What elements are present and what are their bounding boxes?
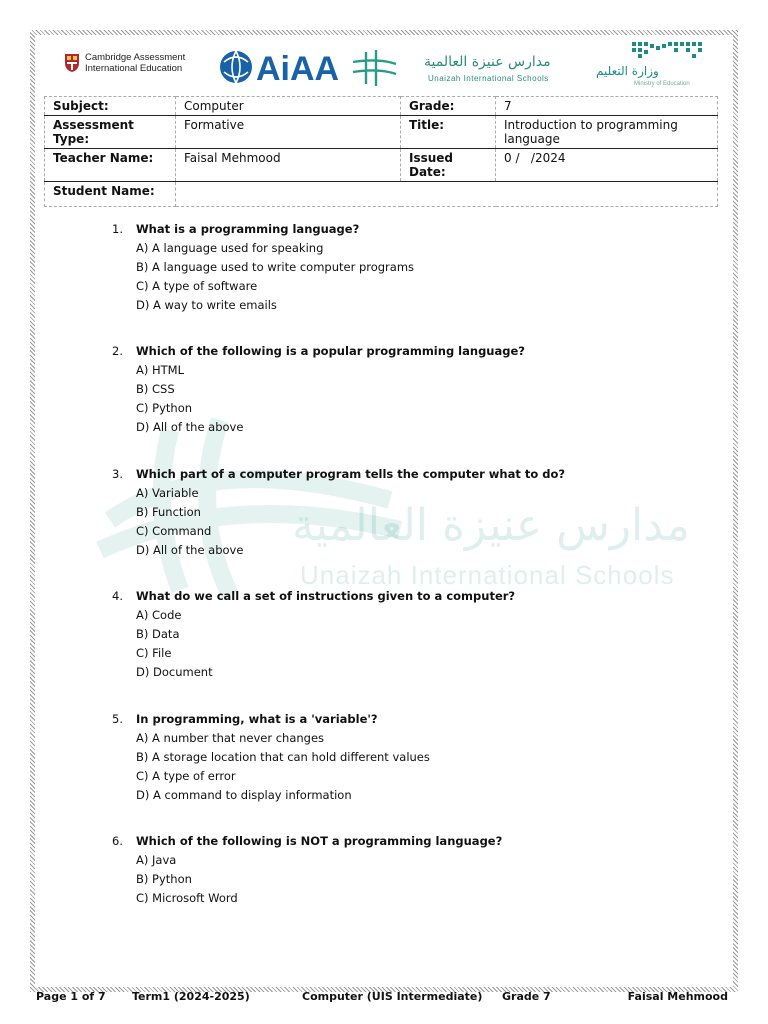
answer-option[interactable]: D) All of the above <box>136 420 244 434</box>
answer-option[interactable]: B) Python <box>136 872 192 886</box>
student-name-label: Student Name: <box>45 182 176 207</box>
uis-arabic-name: مدارس عنيزة العالمية <box>424 54 551 70</box>
question-2 <box>112 342 525 437</box>
cambridge-line1: Cambridge Assessment <box>85 52 186 63</box>
footer-grade: Grade 7 <box>502 990 551 1003</box>
page-footer <box>36 990 728 1008</box>
answer-option[interactable]: C) File <box>136 646 172 660</box>
title-value: Introduction to programming language <box>496 116 718 149</box>
answer-option[interactable]: A) Java <box>136 853 177 867</box>
answer-option[interactable]: C) A type of software <box>136 279 258 293</box>
footer-teacher: Faisal Mehmood <box>627 990 728 1003</box>
question-text: What is a programming language? <box>136 222 360 236</box>
assessment-info-table <box>44 96 718 207</box>
question-text: Which of the following is NOT a programming language? <box>136 834 503 848</box>
info-row-subject <box>45 97 718 116</box>
moe-arabic-name: وزارة التعليم <box>596 64 659 78</box>
cambridge-logo <box>64 52 185 74</box>
footer-term: Term1 (2024-2025) <box>132 990 250 1003</box>
question-5 <box>112 710 430 805</box>
answer-option[interactable]: C) Microsoft Word <box>136 891 238 905</box>
title-label: Title: <box>401 116 496 149</box>
assessment-type-label: Assessment Type: <box>45 116 176 149</box>
answer-option[interactable]: C) Command <box>136 524 212 538</box>
student-name-field[interactable] <box>176 182 718 207</box>
answer-option[interactable]: C) A type of error <box>136 769 236 783</box>
question-number: 1. <box>112 222 123 236</box>
answer-option[interactable]: D) A command to display information <box>136 788 352 802</box>
aiaa-logo <box>218 44 398 90</box>
question-text: What do we call a set of instructions given to a computer? <box>136 589 516 603</box>
question-number: 6. <box>112 834 123 848</box>
teacher-label: Teacher Name: <box>45 149 176 182</box>
answer-option[interactable]: B) A language used to write computer programs <box>136 260 415 274</box>
question-text: Which of the following is a popular programming language? <box>136 344 525 358</box>
question-number: 2. <box>112 344 123 358</box>
question-text: In programming, what is a 'variable'? <box>136 712 378 726</box>
watermark-english: Unaizah International Schools <box>300 560 675 590</box>
header <box>44 40 724 94</box>
question-3 <box>112 465 565 560</box>
answer-option[interactable]: B) CSS <box>136 382 175 396</box>
answer-option[interactable]: B) Data <box>136 627 180 641</box>
info-row-teacher <box>45 149 718 182</box>
moe-english-name: Ministry of Education <box>634 81 690 87</box>
uis-english-name: Unaizah International Schools <box>428 74 549 83</box>
teacher-value: Faisal Mehmood <box>176 149 401 182</box>
grade-label: Grade: <box>401 97 496 116</box>
answer-option[interactable]: D) Document <box>136 665 213 679</box>
answer-option[interactable]: B) Function <box>136 505 201 519</box>
info-row-assessment <box>45 116 718 149</box>
subject-label: Subject: <box>45 97 176 116</box>
info-row-student <box>45 182 718 207</box>
issued-date-value: 0 / /2024 <box>496 149 718 182</box>
answer-option[interactable]: D) All of the above <box>136 543 244 557</box>
answer-option[interactable]: A) A language used for speaking <box>136 241 324 255</box>
issued-date-label: Issued Date: <box>401 149 496 182</box>
assessment-type-value: Formative <box>176 116 401 149</box>
cambridge-shield-icon <box>64 53 80 73</box>
footer-course: Computer (UIS Intermediate) <box>302 990 483 1003</box>
aiaa-text: AiAA <box>256 50 340 88</box>
watermark-arabic: مدارس عنيزة العالمية <box>292 500 690 551</box>
answer-option[interactable]: A) Variable <box>136 486 199 500</box>
subject-value: Computer <box>176 97 401 116</box>
grade-value: 7 <box>496 97 718 116</box>
question-4 <box>112 587 515 682</box>
answer-option[interactable]: A) A number that never changes <box>136 731 325 745</box>
question-1 <box>112 220 414 315</box>
question-text: Which part of a computer program tells the computer what to do? <box>136 467 566 481</box>
answer-option[interactable]: A) Code <box>136 608 182 622</box>
answer-option[interactable]: A) HTML <box>136 363 185 377</box>
question-number: 4. <box>112 589 123 603</box>
question-number: 5. <box>112 712 123 726</box>
answer-option[interactable]: C) Python <box>136 401 193 415</box>
answer-option[interactable]: D) A way to write emails <box>136 298 277 312</box>
footer-page-number: Page 1 of 7 <box>36 990 106 1003</box>
cambridge-line2: International Education <box>85 63 183 74</box>
question-number: 3. <box>112 467 123 481</box>
answer-option[interactable]: B) A storage location that can hold different values <box>136 750 430 764</box>
question-6 <box>112 832 502 908</box>
